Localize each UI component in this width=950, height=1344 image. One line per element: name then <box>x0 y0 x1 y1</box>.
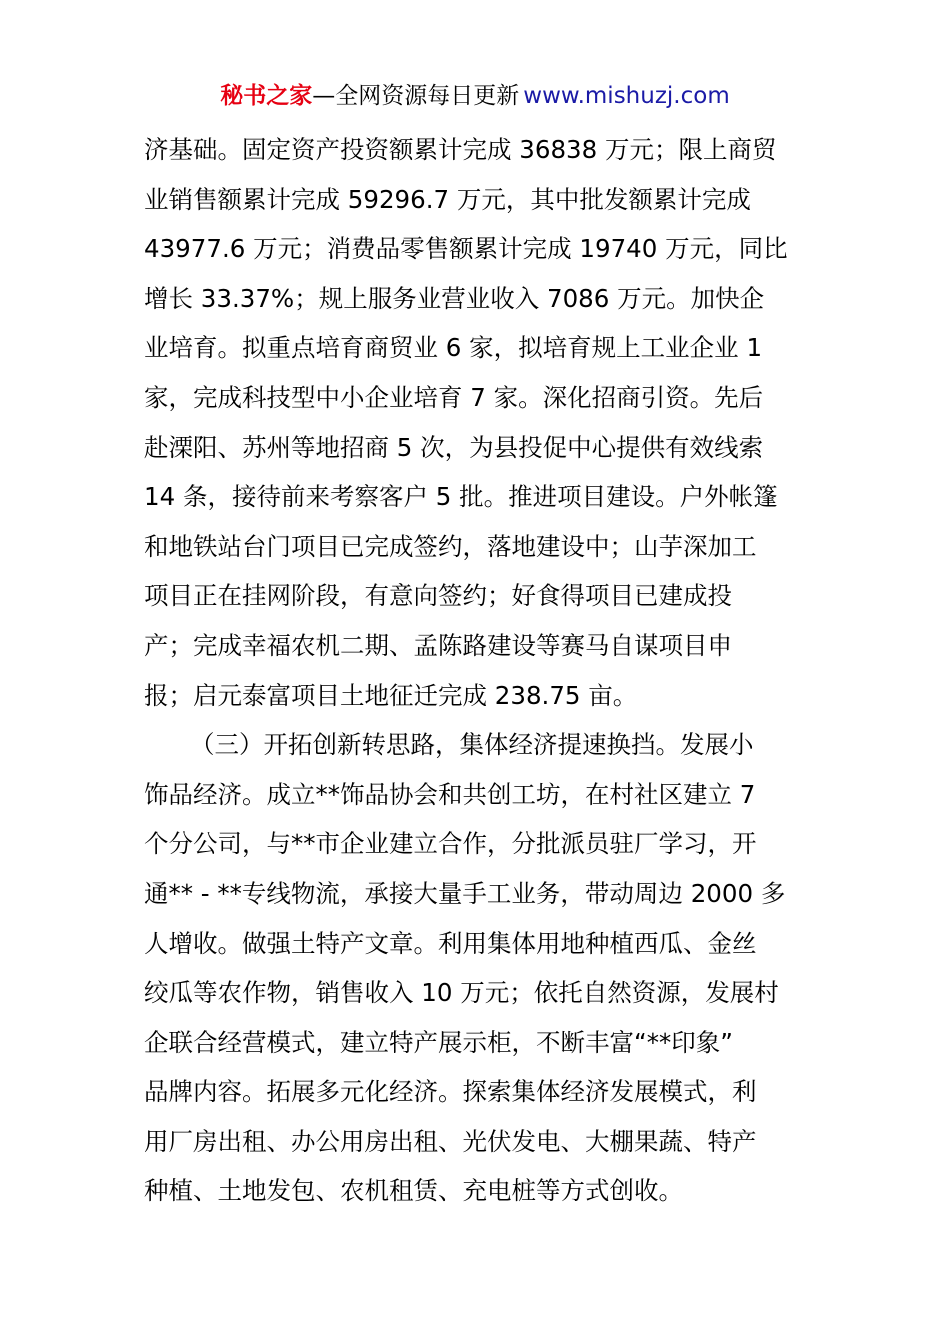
text-line: 增长 33.37%；规上服务业营业收入 7086 万元。加快企 <box>144 283 765 313</box>
text-line: 济基础。固定资产投资额累计完成 36838 万元；限上商贸 <box>144 135 777 164</box>
text-line: 饰品经济。成立**饰品协会和共创工坊，在村社区建立 7 <box>144 779 756 809</box>
text-line: 家，完成科技型中小企业培育 7 家。深化招商引资。先后 <box>144 382 764 412</box>
text-line: 人增收。做强土特产文章。利用集体用地种植西瓜、金丝 <box>144 928 757 958</box>
header-tagline: —全网资源每日更新 <box>312 83 520 109</box>
text-line: 43977.6 万元；消费品零售额累计完成 19740 万元，同比 <box>144 234 788 264</box>
text-line: 和地铁站台门项目已完成签约，落地建设中；山芋深加工 <box>144 531 757 561</box>
text-line: 报；启元泰富项目土地征迁完成 238.75 亩。 <box>144 680 638 710</box>
site-url-link[interactable]: www.mishuzj.com <box>523 83 730 109</box>
text-line: 产；完成幸福农机二期、孟陈路建设等赛马自谋项目申 <box>144 630 732 660</box>
text-line: 绞瓜等农作物，销售收入 10 万元；依托自然资源，发展村 <box>144 978 779 1008</box>
text-line: 项目正在挂网阶段，有意向签约；好食得项目已建成投 <box>144 581 732 611</box>
text-line: 业培育。拟重点培育商贸业 6 家，拟培育规上工业企业 1 <box>144 333 763 363</box>
section-heading-line: （三）开拓创新转思路，集体经济提速换挡。发展小 <box>190 730 754 760</box>
document-body <box>144 125 824 1216</box>
text-line: 种植、土地发包、农机租赁、充电桩等方式创收。 <box>144 1176 683 1206</box>
text-line: 赴溧阳、苏州等地招商 5 次，为县投促中心提供有效线索 <box>144 432 764 462</box>
text-line: 通** - **专线物流，承接大量手工业务，带动周边 2000 多 <box>144 878 786 908</box>
text-line: 个分公司，与**市企业建立合作，分批派员驻厂学习，开 <box>144 829 757 859</box>
text-line: 业销售额累计完成 59296.7 万元，其中批发额累计完成 <box>144 184 751 214</box>
brand-name: 秘书之家 <box>220 83 313 109</box>
text-line: 企联合经营模式，建立特产展示柜，不断丰富“**印象” <box>144 1027 733 1057</box>
text-line: 用厂房出租、办公用房出租、光伏发电、大棚果蔬、特产 <box>144 1126 757 1156</box>
page-header <box>0 80 950 112</box>
text-line: 14 条，接待前来考察客户 5 批。推进项目建设。户外帐篷 <box>144 482 778 512</box>
text-line: 品牌内容。拓展多元化经济。探索集体经济发展模式，利 <box>144 1077 757 1107</box>
